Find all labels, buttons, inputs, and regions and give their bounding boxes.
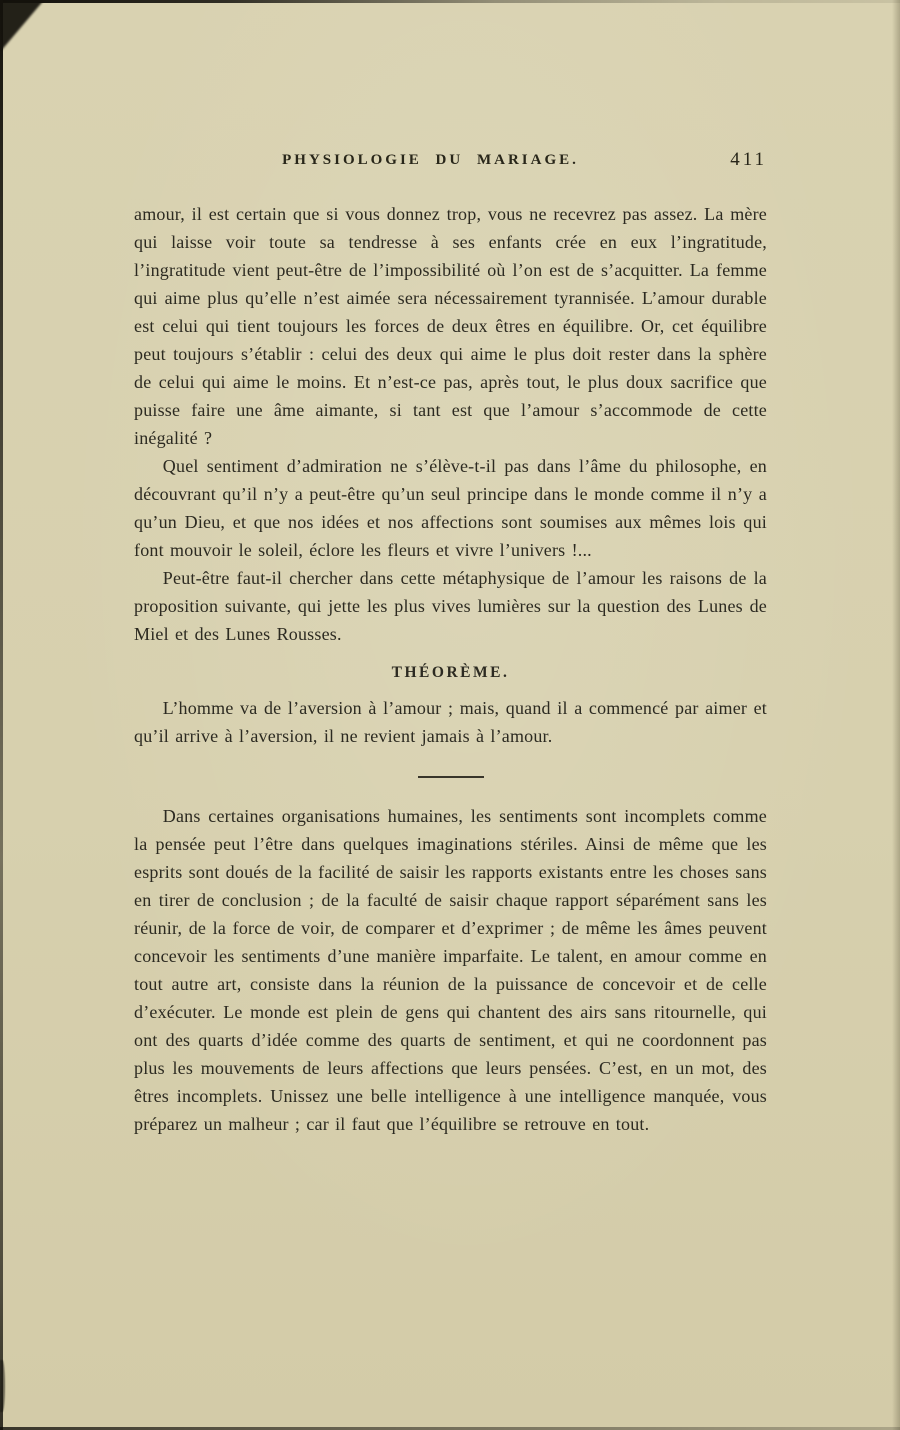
page-number: 411 xyxy=(730,149,767,170)
theorem-heading: THÉORÈME. xyxy=(391,664,510,681)
paragraph-4: Dans certaines organisations humaines, les sentiments sont incomplets comme la pensée peut l’être dans quelques imaginations stériles. Ainsi de même que les esprits sont doués de la facilité de saisir les rapports existants entre les choses sans en tirer de conclusion ; de la faculté de saisir chaque rapport séparément sans les réunir, de la force de voir, de comparer et d’exprimer ; de même les âmes peuvent concevoir les sentiments d’une manière imparfaite. Le talent, en amour comme en tout autre art, consiste dans la réunion de la puissance de concevoir et de celle d’exécuter. Le monde est plein de gens qui chantent des airs sans ritournelle, qui ont des quarts d’idée comme des quarts de sentiment, et qui ne coordonnent pas plus les mouvements de leurs affections que leurs pensées. C’est, en un mot, des êtres incomplets. Unissez une belle intelligence à une intelligence manquée, vous préparez un malheur ; car il faut que l’équilibre se retrouve en tout. xyxy=(134,806,767,1134)
section-divider xyxy=(418,776,484,778)
paragraph-2: Quel sentiment d’admiration ne s’élève-t-il pas dans l’âme du philosophe, en découvrant qu’il n’y a peut-être qu’un seul principe dans le monde comme il n’y a qu’un Dieu, et que nos idées et nos affections sont soumises aux mêmes lois qui font mouvoir le soleil, éclore les fleurs et vivre l’univers !... xyxy=(134,456,767,560)
theorem-paragraph: L’homme va de l’aversion à l’amour ; mais, quand il a commencé par aimer et qu’il arrive à l’aversion, il ne revient jamais à l’amour. xyxy=(134,698,767,746)
running-title: PHYSIOLOGIE DU MARIAGE. xyxy=(282,152,579,168)
paragraph-1: amour, il est certain que si vous donnez trop, vous ne recevrez pas assez. La mère qui laisse voir toute sa tendresse à ses enfants crée en eux l’ingratitude, l’ingratitude vient peut-être de l’impossibilité où l’on est de s’acquitter. La femme qui aime plus qu’elle n’est aimée sera nécessairement tyrannisée. L’amour durable est celui qui tient toujours les forces de deux êtres en équilibre. Or, cet équilibre peut toujours s’établir : celui des deux qui aime le plus doit rester dans la sphère de celui qui aime le moins. Et n’est-ce pas, après tout, le plus doux sacrifice que puisse faire une âme aimante, si tant est que l’amour s’accommode de cette inégalité ? xyxy=(134,204,767,448)
scan-artifact-top-left-corner xyxy=(0,0,44,52)
scan-artifact-bottom-left-mark xyxy=(0,1360,5,1412)
scan-artifact-left-edge xyxy=(0,0,3,1430)
page-content xyxy=(134,149,767,1138)
running-header xyxy=(134,149,767,190)
scan-artifact-right-edge xyxy=(892,0,900,1430)
scan-artifact-top-edge xyxy=(0,0,900,3)
paragraph-3: Peut-être faut-il chercher dans cette métaphysique de l’amour les raisons de la proposition suivante, qui jette les plus vives lumières sur la question des Lunes de Miel et des Lunes Rousses. xyxy=(134,568,767,644)
